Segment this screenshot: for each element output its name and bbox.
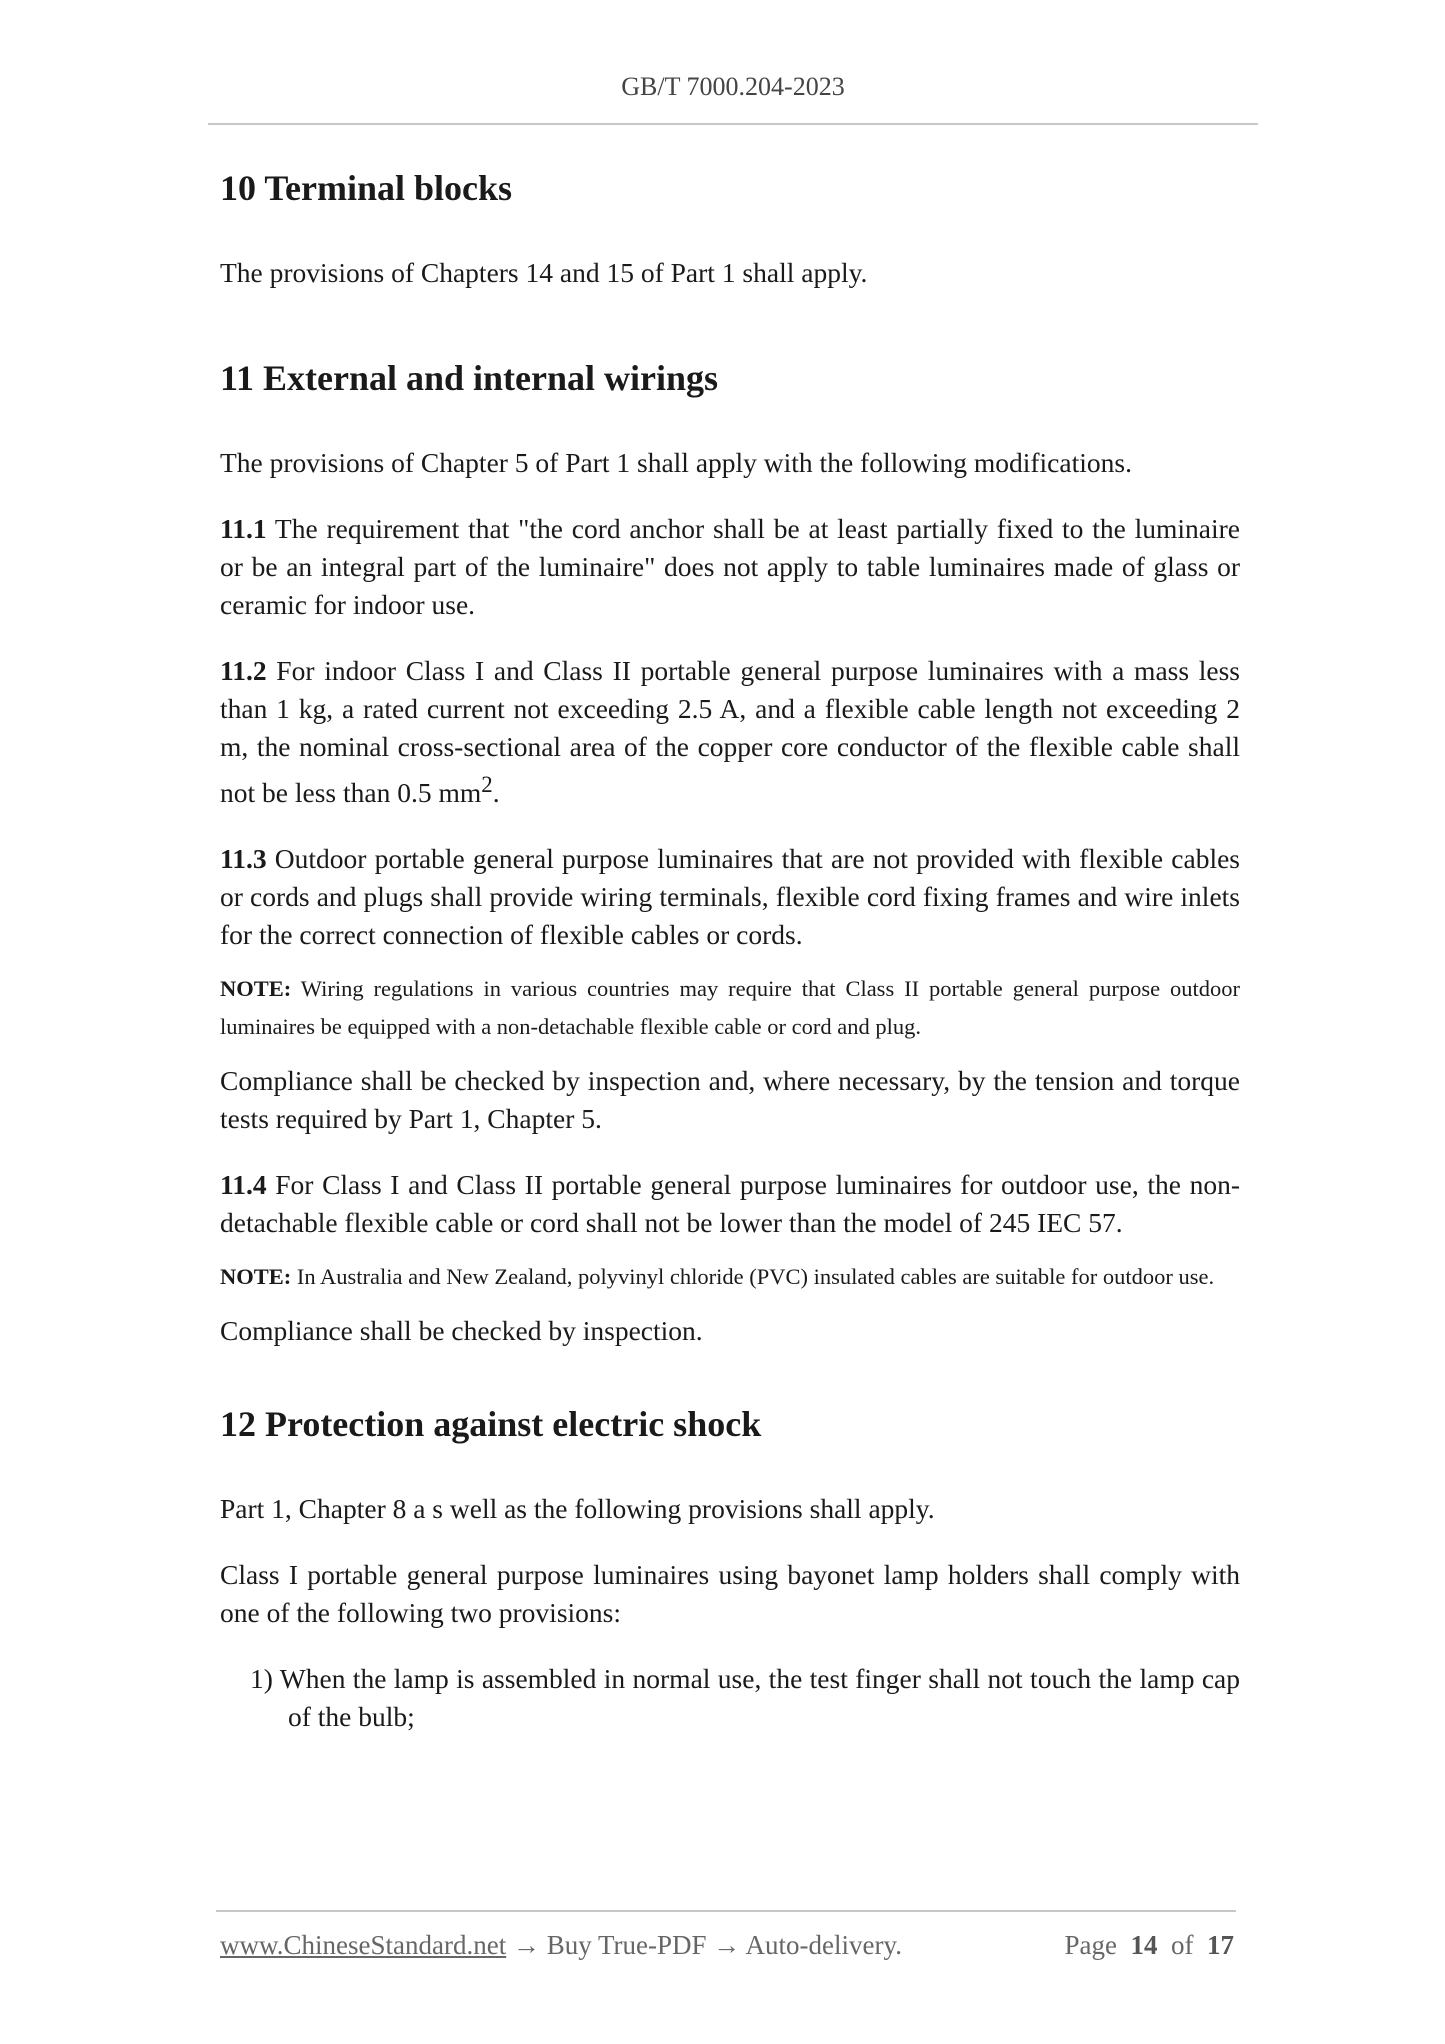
page-indicator <box>1065 1930 1234 1961</box>
document-body <box>220 165 1240 1736</box>
section-12-heading: 12 Protection against electric shock <box>220 1403 762 1444</box>
auto-delivery-text: Auto-delivery. <box>745 1930 902 1960</box>
arrow-right-icon: → <box>713 1930 741 1960</box>
header-divider <box>208 123 1258 125</box>
of-label: of <box>1171 1930 1194 1960</box>
footer-divider <box>216 1910 1236 1912</box>
arrow-right-icon: → <box>512 1930 540 1960</box>
clause-11-3 <box>220 840 1240 954</box>
note-text: In Australia and New Zealand, polyvinyl chloride (PVC) insulated cables are suitable for outdoor use. <box>291 1263 1215 1289</box>
clause-text: The requirement that "the cord anchor shall be at least partially fixed to the luminaire or be an integral part of the luminaire" does not apply to table luminaires made of glass or ceramic for indoor use. <box>220 512 1240 620</box>
clause-number: 11.2 <box>220 654 267 686</box>
clause-number: 11.1 <box>220 512 267 544</box>
chinesestandard-link[interactable]: www.ChineseStandard.net <box>220 1930 507 1960</box>
section-10-intro: The provisions of Chapters 14 and 15 of Part 1 shall apply. <box>220 256 868 288</box>
note-1 <box>220 970 1240 1046</box>
buy-true-pdf-text: Buy True-PDF <box>546 1930 707 1960</box>
list-item-1: 1) When the lamp is assembled in normal use, the test finger shall not touch the lamp cap of the bulb; <box>250 1662 1240 1732</box>
page-label: Page <box>1064 1930 1117 1960</box>
compliance-1: Compliance shall be checked by inspection and, where necessary, by the tension and torque tests required by Part 1, Chapter 5. <box>220 1064 1240 1134</box>
section-11-heading: 11 External and internal wirings <box>220 357 719 398</box>
note-text: Wiring regulations in various countries may require that Class II portable general purpose outdoor luminaires be equipped with a non-detachable flexible cable or cord and plug. <box>220 975 1240 1039</box>
clause-text: For Class I and Class II portable general purpose luminaires for outdoor use, the non-detachable flexible cable or cord shall not be lower than the model of 245 IEC 57. <box>220 1168 1240 1238</box>
superscript-2: 2 <box>481 771 493 797</box>
clause-text: Outdoor portable general purpose luminaires that are not provided with flexible cables or cords and plugs shall provide wiring terminals, flexible cord fixing frames and wire inlets for the correct connection of flexible cables or cords. <box>220 842 1240 950</box>
clause-number: 11.4 <box>220 1168 267 1200</box>
section-10-heading: 10 Terminal blocks <box>220 168 513 208</box>
total-page-count: 17 <box>1207 1930 1234 1960</box>
note-label: NOTE: <box>220 975 292 1001</box>
compliance-2: Compliance shall be checked by inspection. <box>220 1314 703 1346</box>
note-2 <box>220 1258 1240 1296</box>
page-header: GB/T 7000.204-2023 <box>621 72 845 101</box>
note-label: NOTE: <box>220 1263 292 1289</box>
clause-11-2 <box>220 652 1240 812</box>
clause-11-1 <box>220 510 1240 624</box>
clause-number: 11.3 <box>220 842 267 874</box>
section-12-intro: Part 1, Chapter 8 a s well as the following provisions shall apply. <box>220 1492 935 1524</box>
section-11-intro: The provisions of Chapter 5 of Part 1 shall apply with the following modifications. <box>220 446 1132 478</box>
clause-text: For indoor Class I and Class II portable general purpose luminaires with a mass less than 1 kg, a rated current not exceeding 2.5 A, and a flexible cable length not exceeding 2 m, the nominal cross-sectional area of the copper core conductor of the flexible cable shall not be less than 0.5 mm <box>220 654 1240 808</box>
clause-end: . <box>492 776 500 808</box>
current-page-number: 14 <box>1130 1930 1158 1960</box>
clause-11-4 <box>220 1166 1240 1242</box>
footer-promo <box>220 1930 902 1961</box>
section-12-paragraph: Class I portable general purpose luminaires using bayonet lamp holders shall comply with one of the following two provisions: <box>220 1558 1240 1628</box>
